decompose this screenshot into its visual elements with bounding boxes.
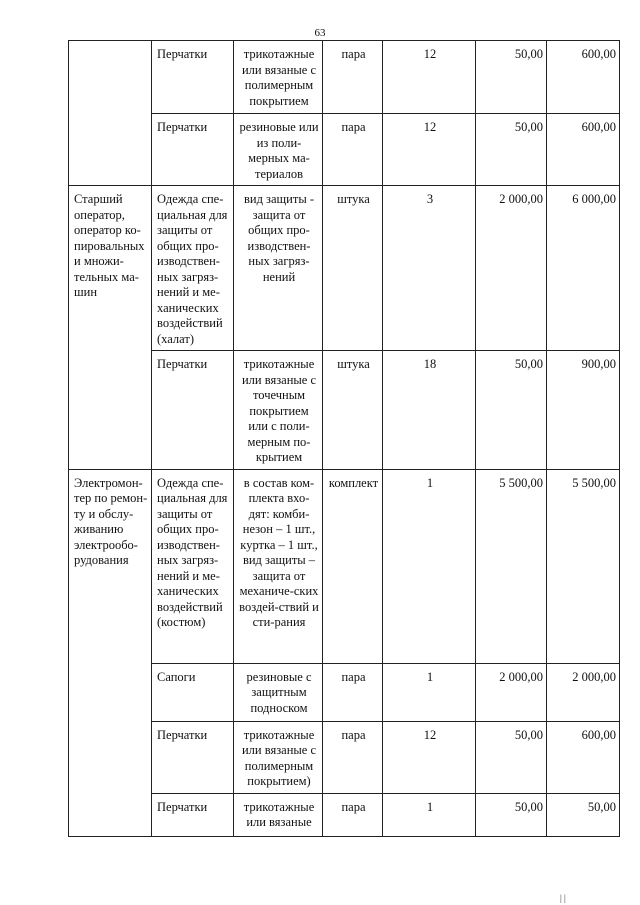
price-cell: 50,00 — [476, 41, 547, 114]
description-cell: трикотажные или вязаные с полимерным покрытием — [234, 41, 323, 114]
quantity-cell: 12 — [383, 721, 476, 793]
unit-cell: комплект — [323, 469, 383, 663]
description-cell: резиновые с защитным подноском — [234, 663, 323, 721]
quantity-cell: 1 — [383, 663, 476, 721]
table-row — [69, 469, 620, 663]
table-row — [69, 41, 620, 114]
item-cell: Перчатки — [152, 351, 234, 470]
total-cell: 600,00 — [547, 114, 620, 186]
total-cell: 6 000,00 — [547, 186, 620, 351]
item-cell: Перчатки — [152, 793, 234, 836]
role-cell — [69, 41, 152, 186]
quantity-cell: 18 — [383, 351, 476, 470]
total-cell: 5 500,00 — [547, 469, 620, 663]
quantity-cell: 1 — [383, 793, 476, 836]
description-cell: трикотажные или вязаные с полимерным покрытием) — [234, 721, 323, 793]
item-cell: Перчатки — [152, 114, 234, 186]
quantity-cell: 3 — [383, 186, 476, 351]
unit-cell: пара — [323, 663, 383, 721]
total-cell: 2 000,00 — [547, 663, 620, 721]
role-cell: Электромон-тер по ремон-ту и обслу-живанию электрообо-рудования — [69, 469, 152, 836]
price-cell: 50,00 — [476, 793, 547, 836]
description-cell: в состав ком-плекта вхо-дят: комби-незон – 1 шт., куртка – 1 шт., вид защиты – защита от механиче-ских воздей-ствий и сти-рания — [234, 469, 323, 663]
price-cell: 5 500,00 — [476, 469, 547, 663]
table-row — [69, 114, 620, 186]
price-cell: 50,00 — [476, 721, 547, 793]
unit-cell: штука — [323, 351, 383, 470]
description-cell: трикотажные или вязаные — [234, 793, 323, 836]
total-cell: 50,00 — [547, 793, 620, 836]
total-cell: 600,00 — [547, 721, 620, 793]
quantity-cell: 12 — [383, 41, 476, 114]
item-cell: Перчатки — [152, 41, 234, 114]
role-cell: Старший оператор, оператор ко-пировальных и множи-тельных ма-шин — [69, 186, 152, 470]
item-cell: Одежда спе-циальная для защиты от общих про-изводствен-ных загряз-нений и ме-ханических воздействий (халат) — [152, 186, 234, 351]
unit-cell: пара — [323, 793, 383, 836]
item-cell: Перчатки — [152, 721, 234, 793]
price-cell: 50,00 — [476, 114, 547, 186]
quantity-cell: 12 — [383, 114, 476, 186]
corner-mark: | | — [560, 893, 566, 903]
unit-cell: пара — [323, 721, 383, 793]
table-row — [69, 793, 620, 836]
price-cell: 50,00 — [476, 351, 547, 470]
unit-cell: штука — [323, 186, 383, 351]
description-cell: резиновые или из поли-мерных ма-териалов — [234, 114, 323, 186]
table-row — [69, 663, 620, 721]
unit-cell: пара — [323, 41, 383, 114]
description-cell: вид защиты - защита от общих про-изводствен-ных загряз-нений — [234, 186, 323, 351]
quantity-cell: 1 — [383, 469, 476, 663]
item-cell: Одежда спе-циальная для защиты от общих про-изводствен-ных загряз-нений и ме-ханических воздействий (костюм) — [152, 469, 234, 663]
page-number: 63 — [314, 27, 326, 39]
total-cell: 900,00 — [547, 351, 620, 470]
unit-cell: пара — [323, 114, 383, 186]
table-row — [69, 186, 620, 351]
price-cell: 2 000,00 — [476, 186, 547, 351]
total-cell: 600,00 — [547, 41, 620, 114]
price-cell: 2 000,00 — [476, 663, 547, 721]
table-row — [69, 721, 620, 793]
description-cell: трикотажные или вязаные с точечным покрытием или с поли-мерным по-крытием — [234, 351, 323, 470]
item-cell: Сапоги — [152, 663, 234, 721]
table-row — [69, 351, 620, 470]
ppe-table — [68, 40, 620, 837]
